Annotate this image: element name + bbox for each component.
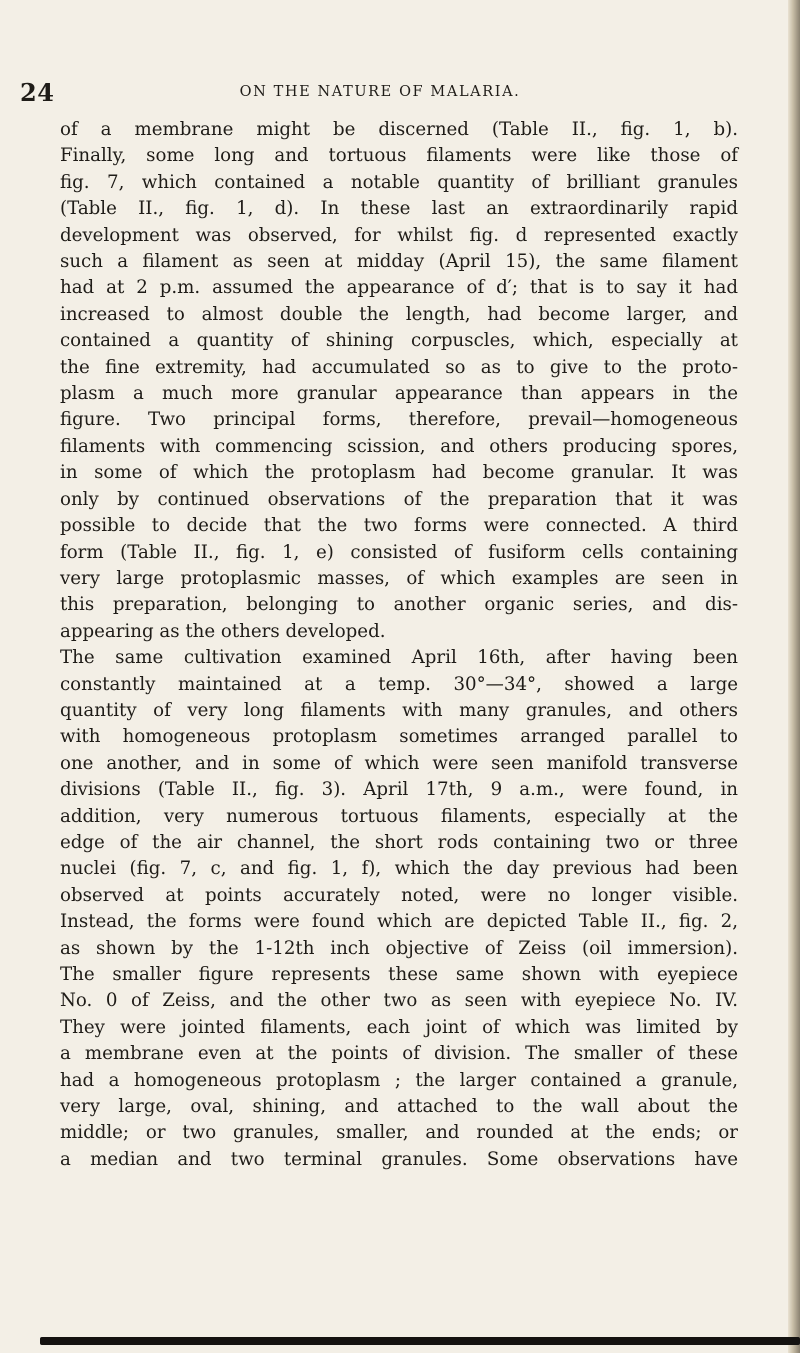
text-line: only by continued observations of the preparation that it was xyxy=(60,488,738,510)
text-line: The smaller figure represents these same shown with eyepiece xyxy=(60,964,738,985)
page-number: 24 xyxy=(20,78,55,107)
text-line: possible to decide that the two forms were connected. A third xyxy=(60,515,738,537)
text-line: had at 2 p.m. assumed the appearance of d′; that is to say it had xyxy=(60,277,738,299)
text-line: contained a quantity of shining corpuscles, which, especially at xyxy=(60,330,738,352)
text-line: divisions (Table II., fig. 3). April 17th, 9 a.m., were found, in xyxy=(60,779,738,801)
text-line: the fine extremity, had accumulated so as to give to the proto- xyxy=(60,356,738,378)
page-bottom-edge xyxy=(40,1337,800,1345)
text-line: a median and two terminal granules. Some observations have xyxy=(60,1148,738,1170)
text-line: middle; or two granules, smaller, and rounded at the ends; or xyxy=(60,1122,738,1144)
text-line: very large protoplasmic masses, of which examples are seen in xyxy=(60,567,738,589)
text-line: a membrane even at the points of division. The smaller of these xyxy=(60,1043,738,1065)
text-line: addition, very numerous tortuous filaments, especially at the xyxy=(60,805,738,827)
text-line: very large, oval, shining, and attached to the wall about the xyxy=(60,1096,738,1118)
text-line: with homogeneous protoplasm sometimes arranged parallel to xyxy=(60,726,738,748)
text-line: Instead, the forms were found which are depicted Table II., fig. 2, xyxy=(60,911,738,933)
text-line: one another, and in some of which were seen manifold transverse xyxy=(60,752,738,774)
text-line: (Table II., fig. 1, d). In these last an extraordinarily rapid xyxy=(60,198,738,220)
page-edge xyxy=(788,0,800,1353)
text-line: had a homogeneous protoplasm ; the larger contained a granule, xyxy=(60,1069,738,1091)
text-line: fig. 7, which contained a notable quantity of brilliant granules xyxy=(60,171,738,193)
text-line: increased to almost double the length, had become larger, and xyxy=(60,303,738,325)
text-line: as shown by the 1-12th inch objective of Zeiss (oil immersion). xyxy=(60,937,738,959)
text-line: development was observed, for whilst fig. d represented exactly xyxy=(60,224,738,246)
text-line: Finally, some long and tortuous filaments were like those of xyxy=(60,145,738,167)
text-line: observed at points accurately noted, were no longer visible. xyxy=(60,884,738,906)
text-line: plasm a much more granular appearance than appears in the xyxy=(60,383,738,405)
text-line: constantly maintained at a temp. 30°—34°, showed a large xyxy=(60,673,738,695)
text-line: this preparation, belonging to another organic series, and dis- xyxy=(60,594,738,616)
text-line: form (Table II., fig. 1, e) consisted of fusiform cells containing xyxy=(60,541,738,563)
text-line: such a filament as seen at midday (April 15), the same filament xyxy=(60,251,738,273)
text-line: appearing as the others developed. xyxy=(60,620,386,642)
running-title: ON THE NATURE OF MALARIA. xyxy=(239,84,521,100)
text-line: in some of which the protoplasm had become granular. It was xyxy=(60,462,738,484)
body-text xyxy=(60,117,738,1173)
text-line: quantity of very long filaments with many granules, and others xyxy=(60,699,738,721)
text-line: nuclei (fig. 7, c, and fig. 1, f), which the day previous had been xyxy=(60,858,738,880)
text-line: edge of the air channel, the short rods containing two or three xyxy=(60,831,738,853)
text-line: figure. Two principal forms, therefore, prevail—homogeneous xyxy=(60,409,738,431)
text-line: No. 0 of Zeiss, and the other two as seen with eyepiece No. IV. xyxy=(60,990,738,1012)
text-line: of a membrane might be discerned (Table II., fig. 1, b). xyxy=(60,119,738,140)
text-line: The same cultivation examined April 16th, after having been xyxy=(60,647,738,669)
text-line: filaments with commencing scission, and others producing spores, xyxy=(60,435,738,457)
text-line: They were jointed filaments, each joint of which was limited by xyxy=(60,1016,738,1038)
